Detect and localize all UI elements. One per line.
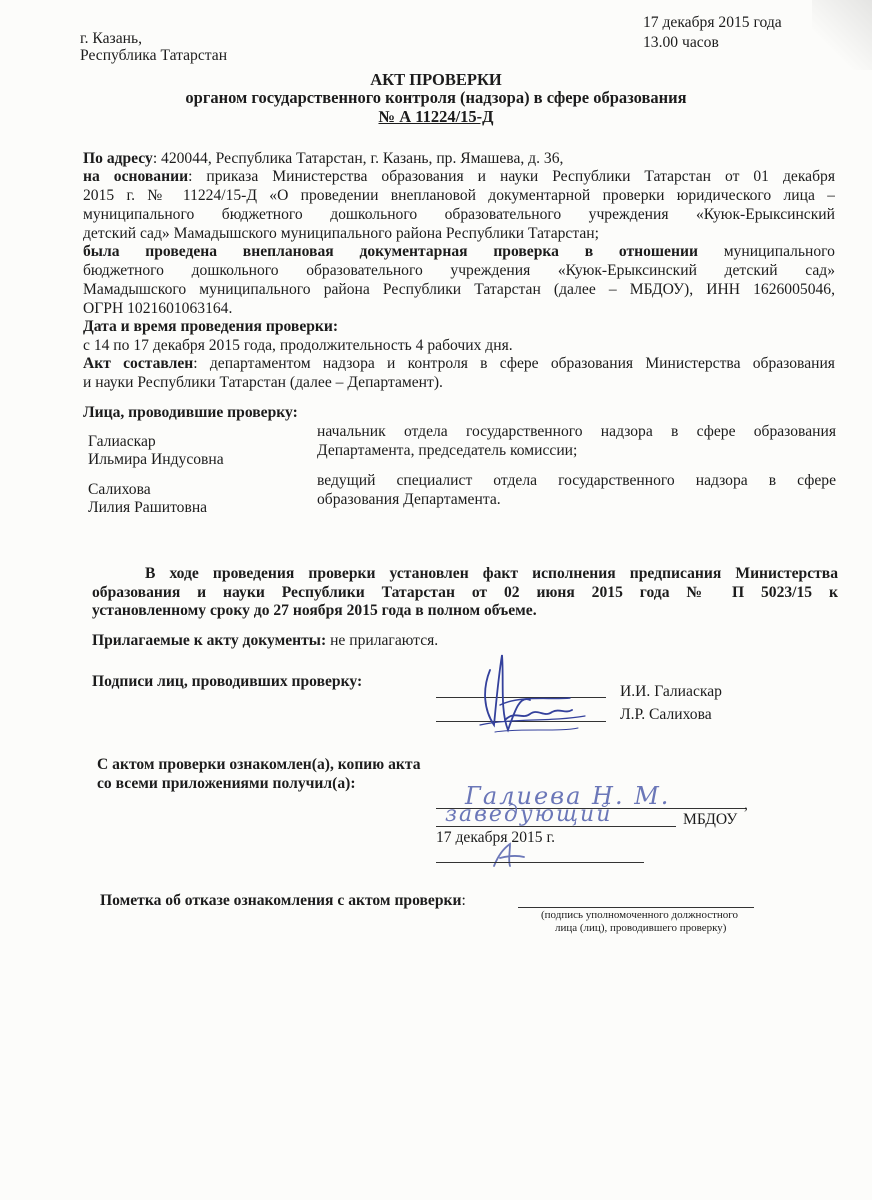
city-line-1: г. Казань, (80, 30, 142, 47)
finding-line-3: установленному сроку до 27 ноября 2015 года в полном объеме. (92, 602, 537, 619)
attachments-label: Прилагаемые к акту документы: (92, 632, 327, 649)
attachments-value: не прилагаются. (326, 632, 439, 649)
inspection-line-3: Мамадышского муниципального района Республики Татарстан (далее – МБДОУ), ИНН 1626005046, (83, 281, 835, 298)
ack-signature-line (436, 862, 644, 863)
inspection-rest: муниципального (723, 243, 835, 260)
act-number: № А 11224/15-Д (378, 107, 494, 126)
inspection-line-4: ОГРН 1021601063164. (83, 300, 233, 317)
compiled-text-1: : департаментом надзора и контроля в сфере образования Министерства образования (193, 355, 835, 372)
city-line-2: Республика Татарстан (80, 47, 228, 64)
handwritten-signature-2 (480, 840, 540, 870)
ack-date: 17 декабря 2015 г. (436, 829, 556, 846)
inspector-1-name: Ильмира Индусовна (88, 451, 224, 468)
ack-line-2: со всеми приложениями получил(а): (97, 775, 356, 792)
attachments-line (92, 632, 438, 650)
finding-line-2: образования и науки Республики Татарстан от 02 июня 2015 года № П 5023/15 к (92, 584, 838, 601)
datetime-value: с 14 по 17 декабря 2015 года, продолжительность 4 рабочих дня. (83, 337, 513, 354)
ack-position-line (436, 826, 676, 827)
refusal-label: Пометка об отказе ознакомления с актом проверки (100, 892, 462, 909)
ack-comma: , (744, 796, 748, 813)
inspector-1-surname: Галиаскар (88, 433, 156, 450)
signer-2: Л.Р. Салихова (620, 706, 712, 723)
date-line: 17 декабря 2015 года (643, 14, 782, 31)
inspection-bold: была проведена внеплановая документарная проверка в отношении (83, 243, 698, 260)
handwritten-position: заведующий (445, 802, 613, 827)
inspection-line-1 (83, 243, 835, 261)
compiled-line-2: и науки Республики Татарстан (далее – Департамент). (83, 374, 443, 391)
address-line (83, 150, 563, 168)
address-value: : 420044, Республика Татарстан, г. Казань, пр. Ямашева, д. 36, (152, 150, 564, 167)
ack-org: МБДОУ (683, 811, 738, 828)
inspector-2-surname: Салихова (88, 481, 151, 498)
basis-label: на основании (83, 168, 189, 185)
basis-text-1: : приказа Министерства образования и науки Республики Татарстан от 01 декабря (188, 168, 835, 185)
inspector-2-name: Лилия Рашитовна (88, 499, 208, 516)
compiled-line-1 (83, 355, 835, 373)
basis-line-3: муниципального бюджетного дошкольного образовательного учреждения «Куюк-Ерыксинский (83, 206, 835, 223)
compiled-label: Акт составлен (83, 355, 194, 372)
datetime-label: Дата и время проведения проверки: (83, 318, 339, 335)
inspector-2-role-2: образования Департамента. (317, 491, 501, 508)
signer-1: И.И. Галиаскар (620, 683, 722, 700)
refusal-line (100, 892, 466, 910)
inspector-1-role-2: Департамента, председатель комиссии; (317, 442, 578, 459)
signatures-label: Подписи лиц, проводивших проверку: (92, 673, 363, 690)
finding-line-1: В ходе проведения проверки установлен факт исполнения предписания Министерства (145, 565, 838, 582)
ack-line-1: С актом проверки ознакомлен(а), копию акта (97, 756, 421, 773)
handwritten-signature-1 (460, 650, 590, 745)
refusal-caption-2: лица (лиц), проводившего проверку) (555, 922, 727, 934)
title-line-2: органом государственного контроля (надзора) в сфере образования (185, 88, 687, 107)
inspector-2-role-1: ведущий специалист отдела государственного надзора в сфере (317, 472, 836, 489)
basis-line-4: детский сад» Мамадышского муниципального района Республики Татарстан; (83, 225, 599, 242)
handwritten-name: Галиева Н. М. (465, 782, 671, 810)
basis-line-1 (83, 168, 835, 186)
inspector-1-role-1: начальник отдела государственного надзора в сфере образования (317, 423, 836, 440)
refusal-colon: : (461, 892, 466, 909)
refusal-caption-1: (подпись уполномоченного должностного (541, 909, 739, 921)
inspection-line-2: бюджетного дошкольного образовательного учреждения «Куюк-Ерыксинский детский сад» (83, 262, 835, 279)
scan-shadow (812, 0, 872, 70)
time-line: 13.00 часов (643, 34, 719, 51)
title-line-1: АКТ ПРОВЕРКИ (370, 70, 502, 89)
address-label: По адресу (83, 150, 153, 167)
basis-line-2: 2015 г. № 11224/15-Д «О проведении внеплановой документарной проверки юридического лица – (83, 187, 835, 204)
inspectors-label: Лица, проводившие проверку: (83, 404, 298, 421)
refusal-signature-line (518, 907, 754, 908)
